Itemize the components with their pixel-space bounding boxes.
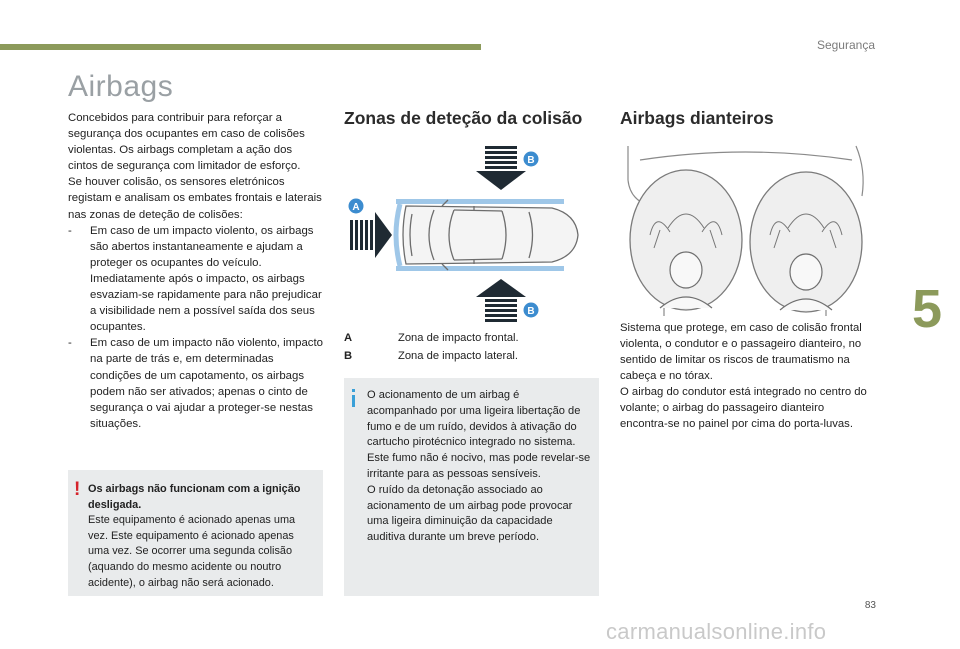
side-zone-top <box>396 199 564 204</box>
badge-a <box>349 199 364 214</box>
legend-row <box>344 329 600 347</box>
intro-column <box>68 110 324 432</box>
intro-paragraph-2: Se houver colisão, os sensores eletrónicos registam e analisam os embates frontais e laterais nas zonas de deteção de colisões: <box>68 176 322 221</box>
info-paragraph-1: O acionamento de um airbag é acompanhado por uma ligeira libertação de fumo e de um ruído, devidos à ativação do cartucho pirotécnico integrado no sistema. <box>367 389 581 449</box>
collision-zones-diagram <box>344 140 600 325</box>
side-impact-arrow-top <box>476 146 526 190</box>
legend-row <box>344 347 600 365</box>
info-box <box>344 378 599 596</box>
front-airbags-paragraph-2: O airbag do condutor está integrado no centro do volante; o airbag do passageiro dianteiro encontra-se no painel por cima do porta-luvas. <box>620 386 867 430</box>
intro-bullet-2 <box>68 335 324 432</box>
intro-bullet-1 <box>68 223 324 336</box>
warning-text: Este equipamento é acionado apenas uma vez. Este equipamento é acionado apenas uma vez. Se ocorrer uma segunda colisão (aquando do mesmo acidente ou noutro acidente), o airbag não será acionado. <box>88 514 296 589</box>
page-title: Airbags <box>68 70 174 103</box>
info-paragraph-2: Este fumo não é nocivo, mas pode revelar-se irritante para as pessoas sensíveis. <box>367 452 591 480</box>
warning-icon: ! <box>74 479 81 500</box>
bullet-dash: - <box>68 224 72 237</box>
info-icon <box>352 389 355 407</box>
front-impact-arrow <box>350 212 392 258</box>
legend-text: Zona de impacto lateral. <box>398 350 519 362</box>
badge-b-top-label: B <box>527 155 535 166</box>
badge-b-top <box>524 152 539 167</box>
front-airbags-text <box>620 320 870 432</box>
bullet-text: Em caso de um impacto não violento, impacto na parte de trás e, em determinadas condições de um capotamento, os airbags podem não ser ativados; apenas o cinto de segurança o vai ajudar a proteger-se nestas situações. <box>90 337 323 430</box>
zones-legend <box>344 329 600 365</box>
badge-a-label: A <box>352 202 360 213</box>
legend-key: A <box>344 332 353 344</box>
legend-key: B <box>344 350 353 362</box>
header-accent-bar <box>0 44 481 50</box>
info-paragraph-3: O ruído da detonação associado ao acionamento de um airbag pode provocar uma ligeira diminuição da capacidade auditiva durante um breve período. <box>367 483 573 544</box>
page-number: 83 <box>864 600 876 611</box>
side-impact-arrow-bottom <box>476 279 526 322</box>
car-top-view <box>403 200 578 270</box>
side-zone-bottom <box>396 266 564 271</box>
driver-airbag <box>630 170 742 310</box>
bullet-text: Em caso de um impacto violento, os airbags são abertos instantaneamente e ajudam a proteger os ocupantes do veículo. Imediatamente após o impacto, os airbags esvaziam-se rapidamente para não prejudicar a visibilidade nem a possível saída dos seus ocupantes. <box>90 224 322 334</box>
front-zone <box>396 204 400 266</box>
badge-b-bottom-label: B <box>527 306 535 317</box>
watermark: carmanualsonline.info <box>606 619 827 644</box>
warning-box <box>68 470 323 596</box>
zones-heading: Zonas de deteção da colisão <box>344 108 583 128</box>
front-airbags-paragraph-1: Sistema que protege, em caso de colisão frontal violenta, o condutor e o passageiro dianteiro, no sentido de limitar os riscos de traumatismo na cabeça e no tórax. <box>620 322 862 382</box>
passenger-airbag <box>750 172 862 312</box>
badge-b-bottom <box>524 303 539 318</box>
chapter-number: 5 <box>911 279 942 339</box>
front-airbags-heading: Airbags dianteiros <box>620 108 774 128</box>
bullet-dash: - <box>68 337 72 350</box>
warning-title: Os airbags não funcionam com a ignição desligada. <box>88 483 301 511</box>
dashboard-line <box>640 152 852 160</box>
section-name: Segurança <box>816 38 875 52</box>
cabin-right-edge <box>856 146 863 196</box>
intro-paragraph-1: Concebidos para contribuir para reforçar a segurança dos ocupantes em caso de colisões violentas. Os airbags completam a ação dos cintos de segurança com limitador de esforço. <box>68 112 305 173</box>
legend-text: Zona de impacto frontal. <box>398 332 519 344</box>
front-airbags-illustration <box>620 140 870 318</box>
